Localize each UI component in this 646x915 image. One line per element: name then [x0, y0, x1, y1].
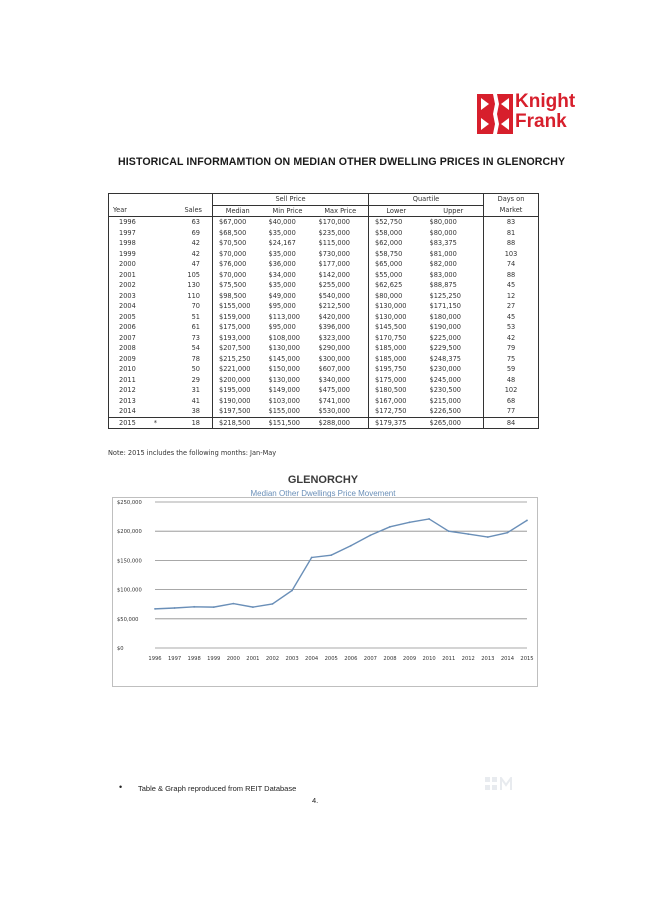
header-market: Market — [484, 205, 539, 217]
cell-year: 1996 — [109, 217, 171, 228]
table-row — [109, 333, 539, 344]
cell-median: $215,250 — [213, 354, 263, 365]
cell-max-price: $420,000 — [318, 312, 350, 321]
x-tick-label: 2003 — [285, 656, 299, 662]
cell-year-value: 2015 — [119, 418, 136, 427]
cell-lower: $145,500 — [369, 322, 424, 333]
cell-max-price: $170,000 — [318, 218, 350, 226]
data-point — [232, 603, 234, 605]
cell-year: 2006 — [109, 322, 171, 333]
header-upper: Upper — [424, 205, 484, 217]
cell-lower: $167,000 — [369, 396, 424, 407]
cell-lower: $180,500 — [369, 385, 424, 396]
cell-sales: 73 — [191, 333, 200, 342]
cell-median: $159,000 — [213, 312, 263, 323]
cell-lower: $195,750 — [369, 364, 424, 375]
data-point — [487, 536, 489, 538]
x-tick-label: 1997 — [167, 656, 182, 662]
cell-days-on-market: 79 — [484, 343, 539, 354]
cell-max-price: $288,000 — [313, 417, 369, 429]
cell-max-price: $323,000 — [318, 333, 350, 342]
cell-lower: $52,750 — [369, 217, 424, 228]
cell-upper: $226,500 — [429, 407, 461, 415]
x-tick-label: 2001 — [246, 656, 260, 662]
cell-upper: $190,000 — [429, 323, 461, 331]
cell-year: 1997 — [109, 228, 171, 239]
cell-year: 2002 — [109, 280, 171, 291]
cell-min-price: $95,000 — [268, 323, 296, 331]
table-body — [109, 217, 539, 429]
table-row — [109, 312, 539, 323]
table-row — [109, 228, 539, 239]
cell-sales: 61 — [191, 323, 200, 331]
table-row — [109, 291, 539, 302]
cell-median: $70,000 — [213, 270, 263, 281]
cell-max-price: $212,500 — [318, 302, 350, 310]
cell-min-price: $145,000 — [268, 354, 300, 363]
knight-frank-logo — [477, 91, 592, 136]
cell-max-price: $255,000 — [318, 281, 350, 289]
cell-max-price: $235,000 — [318, 228, 350, 237]
cell-days-on-market: 45 — [484, 312, 539, 323]
cell-max-price: $142,000 — [318, 270, 350, 279]
cell-upper: $88,875 — [429, 281, 457, 289]
cell-min-price: $35,000 — [268, 281, 296, 289]
y-tick-label: $50,000 — [117, 616, 139, 623]
cell-year: 2005 — [109, 312, 171, 323]
cell-lower: $62,625 — [369, 280, 424, 291]
cell-year: 2001 — [109, 270, 171, 281]
cell-median: $175,000 — [213, 322, 263, 333]
table-row — [109, 301, 539, 312]
watermark-icon — [485, 777, 515, 791]
data-point — [330, 554, 332, 556]
cell-upper: $230,500 — [429, 386, 461, 394]
cell-min-price: $130,000 — [268, 344, 300, 352]
data-point — [369, 534, 371, 536]
table-row — [109, 396, 539, 407]
y-tick-label: $0 — [117, 646, 124, 652]
cell-year — [109, 417, 171, 429]
header-median: Median — [213, 205, 263, 217]
logo-line-1: Knight — [515, 91, 576, 112]
cell-sales: 63 — [191, 218, 200, 226]
table-row — [109, 270, 539, 281]
data-point — [389, 526, 391, 528]
cell-sales: 29 — [191, 375, 200, 384]
cell-upper: $245,000 — [429, 375, 461, 384]
cell-upper: $125,250 — [429, 291, 461, 300]
cell-days-on-market: 45 — [484, 280, 539, 291]
header-year: Year — [109, 205, 171, 217]
cell-lower: $55,000 — [369, 270, 424, 281]
cell-min-price: $150,000 — [268, 365, 300, 373]
header-sales: Sales — [171, 205, 213, 217]
x-tick-label: 1999 — [207, 656, 221, 662]
cell-days-on-market: 68 — [484, 396, 539, 407]
cell-upper: $215,000 — [429, 396, 461, 405]
cell-median: $76,000 — [213, 259, 263, 270]
cell-lower: $185,000 — [369, 343, 424, 354]
cell-sales: 51 — [191, 312, 200, 321]
cell-sales: 42 — [191, 239, 200, 247]
cell-days-on-market: 83 — [484, 217, 539, 228]
line-chart — [113, 498, 537, 686]
cell-upper: $83,375 — [429, 239, 457, 247]
cell-min-price: $108,000 — [268, 333, 300, 342]
cell-lower: $172,750 — [369, 406, 424, 417]
year-marker: * — [153, 418, 158, 427]
cell-lower: $185,000 — [369, 354, 424, 365]
cell-sales: 69 — [191, 228, 200, 237]
cell-sales: 130 — [187, 281, 200, 289]
cell-year: 2010 — [109, 364, 171, 375]
cell-median: $68,500 — [213, 228, 263, 239]
x-tick-label: 2008 — [383, 656, 397, 662]
cell-year: 2011 — [109, 375, 171, 386]
x-tick-label: 2007 — [363, 656, 377, 662]
cell-days-on-market: 42 — [484, 333, 539, 344]
x-tick-label: 2004 — [305, 656, 319, 662]
cell-upper: $171,150 — [429, 302, 461, 310]
cell-median: $70,000 — [213, 249, 263, 260]
cell-days-on-market: 81 — [484, 228, 539, 239]
x-tick-label: 2010 — [422, 656, 436, 662]
cell-lower: $62,000 — [369, 238, 424, 249]
cell-min-price: $34,000 — [268, 270, 296, 279]
cell-min-price: $36,000 — [268, 260, 296, 268]
cell-days-on-market: 59 — [484, 364, 539, 375]
x-tick-label: 1996 — [148, 656, 162, 662]
cell-median: $98,500 — [213, 291, 263, 302]
cell-year: 2003 — [109, 291, 171, 302]
cell-min-price: $40,000 — [268, 218, 296, 226]
cell-max-price: $300,000 — [318, 354, 350, 363]
cell-upper: $80,000 — [429, 228, 457, 237]
table-row — [109, 249, 539, 260]
cell-upper: $80,000 — [429, 218, 457, 226]
cell-min-price: $49,000 — [268, 291, 296, 300]
cell-days-on-market: 103 — [484, 249, 539, 260]
cell-lower: $80,000 — [369, 291, 424, 302]
cell-sales: 54 — [191, 344, 200, 352]
cell-max-price: $741,000 — [318, 396, 350, 405]
table-row — [109, 322, 539, 333]
table-row — [109, 385, 539, 396]
cell-days-on-market: 75 — [484, 354, 539, 365]
cell-median: $221,000 — [213, 364, 263, 375]
data-point — [213, 606, 215, 608]
cell-year: 2009 — [109, 354, 171, 365]
x-tick-label: 2000 — [226, 656, 240, 662]
cell-sales: 41 — [191, 396, 200, 405]
cell-median: $218,500 — [213, 417, 263, 429]
cell-upper: $83,000 — [429, 270, 457, 279]
cell-days-on-market: 88 — [484, 238, 539, 249]
table-row — [109, 280, 539, 291]
table-row — [109, 364, 539, 375]
cell-lower: $179,375 — [369, 417, 424, 429]
data-point — [272, 603, 274, 605]
cell-year: 2000 — [109, 259, 171, 270]
cell-sales: 50 — [191, 365, 200, 373]
cell-median: $207,500 — [213, 343, 263, 354]
cell-median: $193,000 — [213, 333, 263, 344]
cell-sales: 42 — [191, 249, 200, 258]
cell-upper: $180,000 — [429, 312, 461, 321]
group-header-quartile: Quartile — [369, 194, 484, 206]
cell-max-price: $115,000 — [318, 239, 350, 247]
cell-median: $190,000 — [213, 396, 263, 407]
cell-days-on-market: 84 — [484, 417, 539, 429]
cell-days-on-market: 12 — [484, 291, 539, 302]
cell-year: 2014 — [109, 406, 171, 417]
cell-year: 2007 — [109, 333, 171, 344]
group-header-days-on: Days on — [484, 194, 539, 206]
data-point — [154, 608, 156, 610]
data-point — [409, 521, 411, 523]
cell-upper: $82,000 — [429, 260, 457, 268]
cell-year: 2004 — [109, 301, 171, 312]
y-tick-label: $250,000 — [117, 500, 142, 506]
header-blank-1 — [109, 194, 171, 206]
series-line — [155, 519, 527, 609]
cell-min-price: $35,000 — [268, 228, 296, 237]
cell-sales: 110 — [187, 291, 200, 300]
cell-sales: 38 — [191, 407, 200, 415]
price-table — [108, 193, 538, 429]
cell-median: $197,500 — [213, 406, 263, 417]
chart-frame — [112, 497, 538, 687]
group-header-sell-price: Sell Price — [213, 194, 369, 206]
cell-upper: $265,000 — [424, 417, 484, 429]
cell-median: $75,500 — [213, 280, 263, 291]
header-blank-2 — [171, 194, 213, 206]
x-tick-label: 2006 — [344, 656, 358, 662]
table-note: Note: 2015 includes the following months: Jan-May — [108, 449, 277, 457]
cell-min-price: $149,000 — [268, 386, 300, 394]
cell-days-on-market: 88 — [484, 270, 539, 281]
data-point — [448, 530, 450, 532]
cell-sales: 18 — [171, 417, 213, 429]
x-tick-label: 2002 — [265, 656, 280, 662]
cell-max-price: $730,000 — [318, 249, 350, 258]
table-row — [109, 259, 539, 270]
logo-wordmark — [515, 92, 575, 132]
cell-days-on-market: 74 — [484, 259, 539, 270]
cell-upper: $81,000 — [429, 249, 457, 258]
x-tick-label: 2012 — [461, 656, 475, 662]
cell-max-price: $607,000 — [318, 365, 350, 373]
cell-lower: $170,750 — [369, 333, 424, 344]
x-tick-label: 2011 — [442, 656, 456, 662]
header-min-price: Min Price — [263, 205, 313, 217]
cell-median: $155,000 — [213, 301, 263, 312]
x-tick-label: 1998 — [187, 656, 201, 662]
chart-subtitle: Median Other Dwellings Price Movement — [250, 489, 396, 498]
logo-line-2: Frank — [515, 111, 567, 132]
x-tick-label: 2013 — [481, 656, 495, 662]
data-point — [467, 533, 469, 535]
cell-max-price: $530,000 — [318, 407, 350, 415]
cell-min-price: $113,000 — [268, 312, 300, 321]
cell-days-on-market: 102 — [484, 385, 539, 396]
cell-lower: $65,000 — [369, 259, 424, 270]
data-point — [193, 606, 195, 608]
cell-days-on-market: 48 — [484, 375, 539, 386]
table-row — [109, 354, 539, 365]
data-point — [526, 519, 528, 521]
cell-lower: $58,750 — [369, 249, 424, 260]
cell-year: 2008 — [109, 343, 171, 354]
cell-min-price: $103,000 — [268, 396, 300, 405]
cell-median: $70,500 — [213, 238, 263, 249]
table-row — [109, 343, 539, 354]
cell-max-price: $540,000 — [318, 291, 350, 300]
table-row — [109, 406, 539, 417]
table-row — [109, 238, 539, 249]
x-tick-label: 2009 — [402, 656, 417, 662]
cell-upper: $230,000 — [429, 365, 461, 373]
x-tick-label: 2005 — [324, 656, 338, 662]
cell-year: 2013 — [109, 396, 171, 407]
chart-title: GLENORCHY — [287, 474, 359, 486]
footnote: Table & Graph reproduced from REIT Database — [138, 784, 297, 793]
cell-min-price: $35,000 — [268, 249, 296, 258]
cell-year: 1998 — [109, 238, 171, 249]
footnote-bullet: • — [119, 782, 123, 792]
logo-mark-icon — [477, 94, 513, 134]
cell-max-price: $475,000 — [318, 386, 350, 394]
cell-year: 2012 — [109, 385, 171, 396]
cell-lower: $175,000 — [369, 375, 424, 386]
table-row — [109, 217, 539, 228]
data-point — [252, 606, 254, 608]
cell-min-price: $95,000 — [268, 302, 296, 310]
cell-sales: 78 — [191, 354, 200, 363]
data-point — [350, 545, 352, 547]
cell-upper: $225,000 — [429, 333, 461, 342]
cell-max-price: $396,000 — [318, 323, 350, 331]
header-lower: Lower — [369, 205, 424, 217]
cell-days-on-market: 77 — [484, 406, 539, 417]
y-tick-label: $200,000 — [117, 529, 142, 536]
cell-upper: $229,500 — [429, 344, 461, 352]
data-point — [507, 532, 509, 534]
data-point — [174, 607, 176, 609]
cell-lower: $130,000 — [369, 301, 424, 312]
cell-median: $195,000 — [213, 385, 263, 396]
table-row — [109, 417, 539, 429]
cell-sales: 47 — [191, 260, 200, 268]
y-tick-label: $100,000 — [117, 587, 142, 594]
page-title: HISTORICAL INFORMAMTION ON MEDIAN OTHER DWELLING PRICES IN GLENORCHY — [118, 156, 566, 168]
cell-max-price: $177,000 — [318, 260, 350, 268]
cell-year: 1999 — [109, 249, 171, 260]
x-tick-label: 2014 — [500, 656, 515, 662]
cell-max-price: $290,000 — [318, 344, 350, 352]
cell-median: $67,000 — [213, 217, 263, 228]
page-number: 4. — [312, 796, 319, 805]
cell-lower: $130,000 — [369, 312, 424, 323]
cell-upper: $248,375 — [429, 354, 461, 363]
cell-lower: $58,000 — [369, 228, 424, 239]
cell-days-on-market: 27 — [484, 301, 539, 312]
cell-min-price: $24,167 — [268, 239, 296, 247]
table-row — [109, 375, 539, 386]
cell-median: $200,000 — [213, 375, 263, 386]
cell-max-price: $340,000 — [318, 375, 350, 384]
cell-min-price: $155,000 — [268, 407, 300, 415]
cell-days-on-market: 53 — [484, 322, 539, 333]
cell-sales: 70 — [191, 302, 200, 310]
data-point — [291, 590, 293, 592]
cell-min-price: $151,500 — [263, 417, 313, 429]
x-tick-label: 2015 — [520, 656, 534, 662]
data-point — [311, 557, 313, 559]
cell-sales: 105 — [187, 270, 200, 279]
header-max-price: Max Price — [313, 205, 369, 217]
data-point — [428, 518, 430, 520]
cell-min-price: $130,000 — [268, 375, 300, 384]
y-tick-label: $150,000 — [117, 558, 142, 565]
cell-sales: 31 — [191, 386, 200, 394]
